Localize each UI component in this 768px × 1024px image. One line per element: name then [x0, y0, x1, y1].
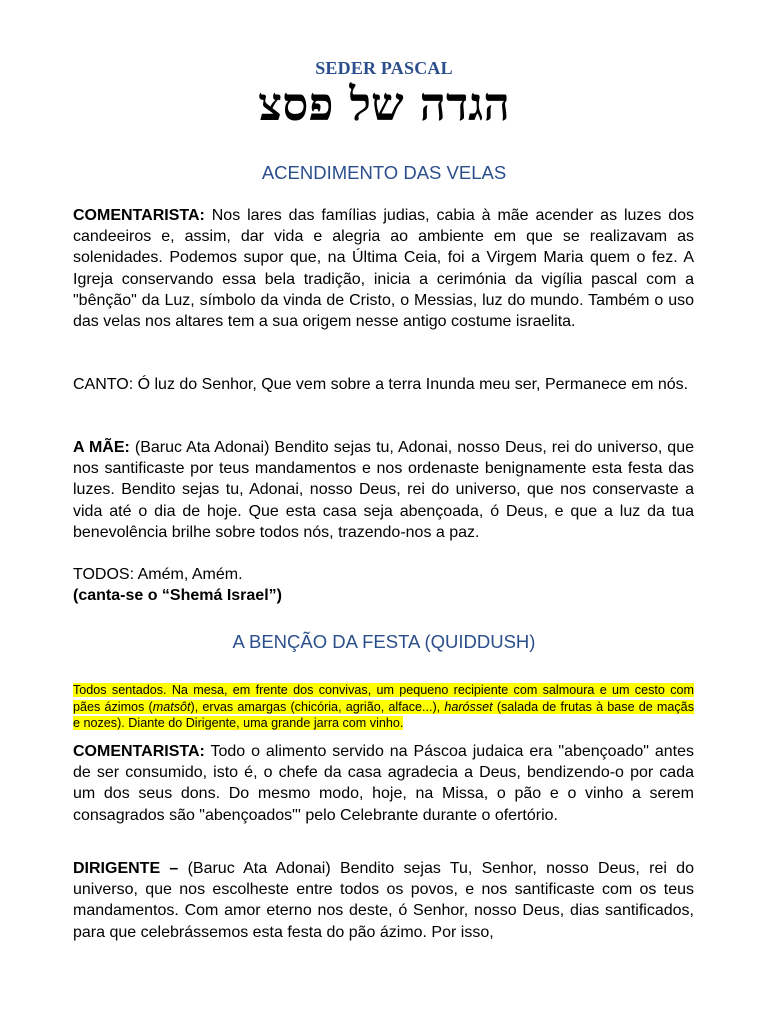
rubric-text-2: ), ervas amargas (chicória, agrião, alface...),: [190, 699, 445, 714]
rubric-text-1: Todos sentados. Na mesa, em frente dos convivas, um pequeno recipiente com salmoura e um cesto com pães ázimos (: [73, 683, 694, 714]
dirigente-paragraph: [73, 858, 694, 943]
rubric-term-matsot: matsôt: [152, 699, 191, 714]
document-header: SEDER PASCAL: [315, 58, 453, 78]
rubric-instructions: [73, 682, 694, 732]
paragraph-text: Nos lares das famílias judias, cabia à mãe acender as luzes dos candeeiros e, assim, dar vida e alegria ao ambiente em que se realizavam as solenidades. Podemos supor que, na Última Ceia, foi a Virgem Maria quem o fez. A Igreja conservando essa bela tradição, inicia a cerimónia da vigília pascal com a "bênção" da Luz, símbolo da vinda de Cristo, o Messias, luz do mundo. Também o uso das velas nos altares tem a sua origem nesse antigo costume israelita.: [73, 207, 695, 331]
section-title-velas: ACENDIMENTO DAS VELAS: [261, 162, 507, 183]
speaker-label: DIRIGENTE –: [73, 860, 179, 877]
rubric-text-3: (salada de frutas à base de maçãs e nozes). Diante do Dirigente, uma grande jarra com vinho.: [73, 699, 694, 731]
speaker-label: COMENTARISTA:: [73, 207, 205, 224]
paragraph-text: (Baruc Ata Adonai) Bendito sejas Tu, Senhor, nosso Deus, rei do universo, que nos escolheste entre todos os povos, e nos santificaste com os teus mandamentos. Com amor eterno nos deste, ó Senhor, nosso Deus, dias santificados, para que celebrássemos esta festa do pão ázimo. Por isso,: [73, 860, 694, 941]
speaker-label: A MÃE:: [73, 439, 130, 456]
speaker-label: COMENTARISTA:: [73, 743, 205, 760]
shema-line: (canta-se o “Shemá Israel”): [73, 587, 282, 604]
comentarista-paragraph-1: [73, 205, 694, 332]
mae-paragraph: [73, 437, 694, 543]
hebrew-title: הגדה של פסצ: [258, 77, 510, 131]
todos-line: TODOS: Amém, Amém.: [73, 566, 243, 583]
rubric-highlight: [73, 683, 694, 730]
section-title-quiddush: A BENÇÃO DA FESTA (QUIDDUSH): [232, 631, 536, 652]
paragraph-text: (Baruc Ata Adonai) Bendito sejas tu, Adonai, nosso Deus, rei do universo, que nos santificaste por teus mandamentos e nos ordenaste benignamente esta festa das luzes. Bendito sejas tu, Adonai, nosso Deus, rei do universo, que nos conservaste a vida até o dia de hoje. Que esta casa seja abençoada, ó Deus, e que a luz da tua benevolência brilhe sobre todos nós, trazendo-nos a paz.: [73, 439, 694, 541]
canto-paragraph: CANTO: Ó luz do Senhor, Que vem sobre a terra Inunda meu ser, Permanece em nós.: [73, 376, 689, 393]
comentarista-paragraph-2: [73, 741, 694, 826]
paragraph-text: Todo o alimento servido na Páscoa judaica era "abençoado" antes de ser consumido, isto é, o chefe da casa agradecia a Deus, bendizendo-o por cada um dos seus dons. Do mesmo modo, hoje, na Missa, o pão e o vinho a serem consagrados são "abençoados"' pelo Celebrante durante o ofertório.: [73, 743, 694, 824]
rubric-term-harosset: harósset: [444, 699, 493, 714]
